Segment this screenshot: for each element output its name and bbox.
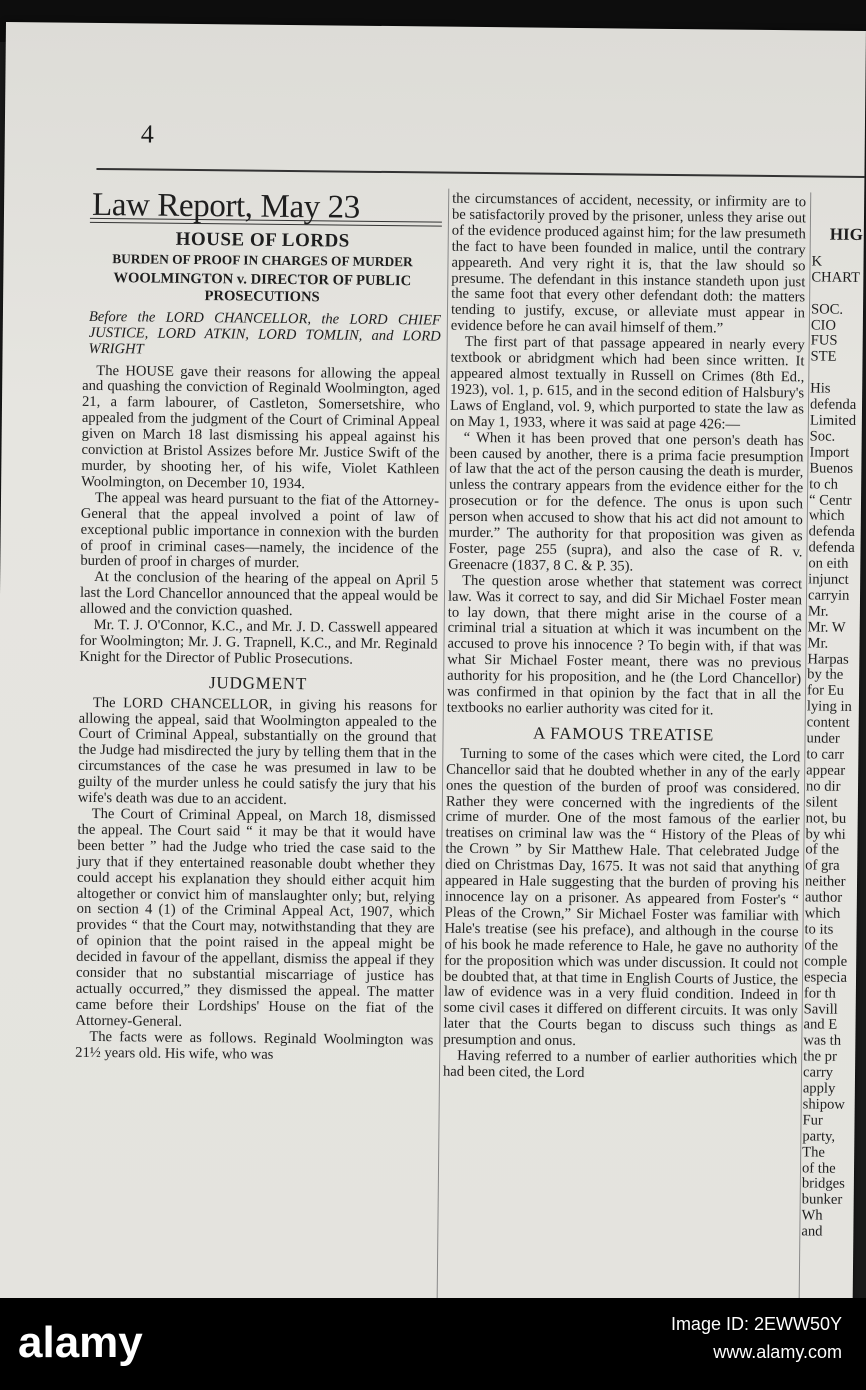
footer-logo: alamy [18, 1318, 143, 1367]
column-3-line: of the [805, 841, 840, 859]
column-3-line: bunker [801, 1191, 843, 1209]
paragraph: Mr. T. J. O'Connor, K.C., and Mr. J. D. Casswell appeared for Woolmington; Mr. J. G. Trapnell, K.C., and Mr. Reginald Knight for the Director of Public Prosecutions. [79, 616, 438, 668]
column-3-line: lying in [806, 698, 852, 716]
column-3-line: “ Centr [808, 491, 852, 509]
column-2 [443, 192, 806, 1085]
column-3-line: of the [801, 1159, 836, 1177]
column-3-line: and [801, 1223, 823, 1240]
column-3-line: Fur [802, 1112, 823, 1129]
treatise-heading: A FAMOUS TREATISE [532, 723, 715, 745]
column-3-line: Mr. [807, 603, 829, 620]
column-3-line: Mr. [807, 635, 829, 652]
judges-line: Before the LORD CHANCELLOR, the LORD CHIEF JUSTICE, LORD ATKIN, LORD TOMLIN, and LORD WRIGHT [88, 308, 441, 358]
column-3-line: which [804, 905, 841, 922]
column-3-line: author [804, 889, 843, 906]
column-3-line: by whi [805, 825, 846, 843]
column-3-line: Soc. [809, 428, 836, 445]
paragraph: The HOUSE gave their reasons for allowing the appeal and quashing the conviction of Reginald Woolmington, aged 21, a farm labourer, of Castleton, Somersetshire, who appealed from the judgment of the Court of Criminal Appeal given on March 18 last dismissing his appeal against his conviction at Bristol Assizes before Mr. Justice Swift of the murder, by shooting her, of his wife, Violet Kathleen Woolmington, on December 10, 1934. [81, 362, 441, 493]
column-3-line: no dir [805, 778, 841, 795]
footer-info [671, 1310, 842, 1366]
image-id: Image ID: 2EWW50Y [670, 1314, 842, 1334]
paragraph: The facts were as follows. Reginald Woolmington was 21½ years old. His wife, who was [75, 1028, 434, 1063]
column-3-line: His [810, 380, 831, 397]
column-3-line [811, 286, 866, 303]
column-3-line: STE [810, 348, 837, 366]
column-3-line: defenda [808, 523, 855, 541]
newspaper-page [0, 22, 866, 1313]
column-3-line: content [806, 714, 850, 732]
column-3-line: Buenos [809, 460, 854, 477]
column-3-line: carryin [807, 587, 850, 604]
column-3-line: to carr [806, 746, 845, 763]
column-3-line: injunct [808, 571, 849, 588]
paragraph: The question arose whether that statement was correct law. Was it correct to say, and did Sir Michael Foster mean to lay down, that there might arise in the course of a criminal trial a situation at which it was incumbent on the accused to prove his innocence ? To begin with, if that was what Sir Michael Foster meant, there was no previous authority for his proposition, and he (the Lord Chancellor) was confirmed in that opinion by the fact that in all the textbooks no earlier authority was cited for it. [446, 572, 803, 719]
paragraph: At the conclusion of the hearing of the appeal on April 5 last the Lord Chancellor announced that the appeal would be allowed and the conviction quashed. [79, 569, 439, 620]
column-3-line: The [802, 1144, 825, 1161]
column-3-heading: HIG [829, 224, 863, 244]
column-3 [801, 220, 866, 1241]
column-3-line: not, bu [805, 810, 847, 827]
judgment-heading: JUDGMENT [208, 672, 308, 693]
column-3-line: was th [803, 1032, 842, 1050]
column-3-line: for th [803, 985, 836, 1002]
column-3-line: the pr [803, 1048, 837, 1065]
column-3-line: apply [802, 1080, 836, 1097]
column-3-line: and E [803, 1016, 838, 1034]
column-3-line: silent [805, 794, 838, 811]
column-3-line: CIO [810, 316, 837, 334]
column-3-line: of gra [805, 857, 840, 875]
column-3-line: party, [802, 1128, 836, 1145]
column-3-line: to ch [809, 476, 839, 493]
subheadline: BURDEN OF PROOF IN CHARGES OF MURDER [112, 250, 413, 270]
footer-bar [0, 1298, 866, 1390]
column-3-line: by the [807, 666, 844, 684]
masthead: Law Report, May 23 [91, 186, 361, 226]
top-rule [96, 168, 865, 178]
column-3-line: CHART [811, 269, 861, 286]
paragraph: The LORD CHANCELLOR, in giving his reasons for allowing the appeal, said that Woolmington appealed to the Court of Criminal Appeal, substantially on the ground that the Judge had misdirected the jury by telling them that in the circumstances of the case he was presumed in law to be guilty of the murder unless he could satisfy the jury that his wife's death was due to an accident. [77, 694, 437, 809]
paragraph: Having referred to a number of earlier authorities which had been cited, the Lord [442, 1047, 798, 1082]
column-3-line: which [808, 507, 845, 525]
column-3-line: for Eu [806, 682, 845, 700]
column-3-line: comple [804, 953, 848, 970]
column-3-line: shipow [802, 1096, 845, 1113]
column-3-line: carry [802, 1064, 834, 1081]
paragraph: the circumstances of accident, necessity, or infirmity are to be satisfactorily proved by the prisoner, unless they arise out of the evidence produced against him; for the law presumeth the fact to have been founded in malice, until the contrary appeareth. And very right it is, that the law should so presume. The defendant in this instance standeth upon just the same foot that every other defendant doth: the matters tending to justify, excuse, or alleviate must appear in evidence before he can avail himself of them.” [450, 190, 807, 337]
paragraph: The first part of that passage appeared in nearly every textbook or abridgment which had been since written. It appeared almost textually in Russell on Crimes (8th Ed., 1923), vol. 1, p. 615, and in the second edition of Halsbury's Laws of England, vol. 9, which purported to state the law as on May 1, 1933, where it was said at page 426:— [449, 333, 805, 433]
column-3-line: neither [804, 873, 846, 891]
column-3-line: under [806, 730, 840, 747]
column-3-line: Harpas [807, 650, 849, 668]
column-3-line: to its [804, 921, 834, 938]
column-3-line: defenda [809, 396, 857, 413]
paragraph: The Court of Criminal Appeal, on March 18, dismissed the appeal. The Court said “ it may be that it would have been better ” had the Judge who tried the case said to the jury that if they entertained reasonable doubt whether they could accept his explanation they should either acquit him altogether or convict him of manslaughter only; but, relying on section 4 (1) of the Criminal Appeal Act, 1907, which provides “ that the Court may, notwithstanding that they are of opinion that the point raised in the appeal might be decided in favour of the appellant, dismiss the appeal if they consider that no substantial miscarriage of justice has actually occurred,” they dismissed the appeal. The matter came before their Lordships' House on the fiat of the Attorney-General. [75, 805, 436, 1030]
column-3-line: SOC. [810, 301, 844, 318]
footer-url: www.alamy.com [713, 1342, 842, 1362]
column-3-line: on eith [808, 555, 849, 572]
column-3-line: appear [806, 762, 846, 779]
column-3-line: K [811, 253, 823, 270]
column-3-line: Mr. W [807, 619, 846, 636]
page-number: 4 [140, 119, 154, 149]
column-3-line: defenda [808, 539, 855, 557]
column-1 [75, 188, 442, 1065]
column-3-line: FUS [810, 332, 838, 350]
column-3-line: bridges [801, 1175, 845, 1193]
paragraph: “ When it has been proved that one person's death has been caused by another, there is a prima facie presumption of law that the act of the person causing the death is murder, unless the contrary appears from the evidence either for the prosecution or for the defence. The onus is upon such person when accused to show that his act did not amount to murder.” The authority for that proposition was given as Foster, page 255 (supra), and also the case of R. v. Greenacre (1837, 8 C. & P. 35). [448, 429, 804, 575]
column-3-line: especia [803, 969, 848, 986]
column-3-line: Savill [803, 1000, 838, 1018]
case-title: WOOLMINGTON v. DIRECTOR OF PUBLIC PROSECUTIONS [113, 269, 412, 306]
column-3-line: Wh [801, 1207, 823, 1224]
column-3-line: Import [809, 444, 850, 461]
headline: HOUSE OF LORDS [175, 228, 350, 252]
paragraph: The appeal was heard pursuant to the fiat of the Attorney-General that the appeal involved a point of law of exceptional public importance in connexion with the burden of proof in criminal cases—namely, the incidence of the burden of proof in charges of murder. [80, 489, 440, 572]
column-3-line: Limited [809, 412, 857, 429]
column-3-line: of the [804, 937, 839, 954]
column-3-lines [801, 254, 866, 1241]
paragraph: Turning to some of the cases which were cited, the Lord Chancellor said that he doubted whether in any of the early ones the question of the burden of proof was considered. Rather they were concerned with the ingredients of the crime of murder. One of the most famous of the earlier treatises on criminal law was the “ History of the Pleas of the Crown ” by Sir Matthew Hale. That celebrated Judge died on Christmas Day, 1675. It was not said that anything appeared in Hale suggesting that the burden of proving his innocence lay on a prisoner. As appeared from Foster's “ Pleas of the Crown,” Sir Michael Foster was familiar with Hale's treatise (see his preface), and although in the course of his book he made reference to Hale, he gave no authority for the proposition which was under discussion. It could not be doubted that, at that time in English Courts of Justice, the law of evidence was in a very fluid condition. Indeed in some civil cases it differed on different circuits. It was only later that the Courts began to discuss such things as presumption and onus. [443, 745, 801, 1050]
